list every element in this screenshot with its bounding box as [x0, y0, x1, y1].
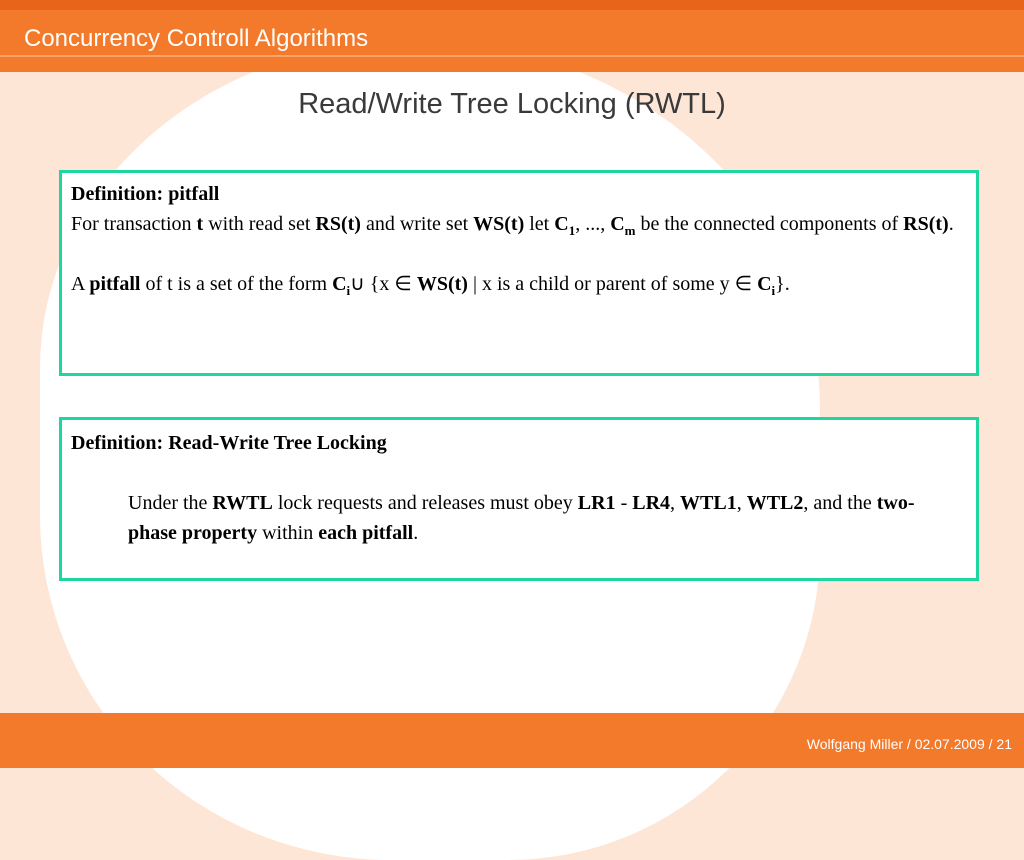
text-segment: For transaction — [71, 213, 197, 235]
pitfall-heading-text: Definition: pitfall — [71, 183, 220, 205]
header-title: Concurrency Controll Algorithms — [24, 25, 369, 52]
term-ws: WS(t) — [416, 273, 468, 295]
text-segment: lock requests and releases must obey — [272, 492, 578, 514]
text-segment: and write set — [360, 213, 474, 235]
rwtl-definition-text — [71, 488, 967, 548]
text-segment: within — [257, 522, 319, 544]
term-lr1: LR1 — [577, 492, 616, 514]
text-segment: . — [948, 213, 954, 235]
term-ci — [757, 273, 776, 298]
pitfall-definition-line — [71, 209, 967, 239]
header-bar — [0, 0, 1024, 72]
text-segment: }. — [775, 273, 790, 295]
text-segment: | x is a child or parent of some y ∈ — [467, 273, 758, 295]
term-rs: RS(t) — [315, 213, 361, 235]
text-segment: let — [524, 213, 555, 235]
term-t: t — [196, 213, 204, 235]
header-divider — [0, 55, 1024, 57]
term-ci-letter: C — [757, 273, 772, 295]
pitfall-heading — [71, 179, 967, 209]
term-wtl1: WTL1 — [680, 492, 737, 514]
text-segment: , — [670, 492, 681, 514]
term-rs: RS(t) — [903, 213, 949, 235]
term-ws: WS(t) — [473, 213, 525, 235]
definition-rwtl-box — [59, 417, 979, 581]
paragraph-gap — [71, 239, 967, 269]
text-segment: , — [736, 492, 747, 514]
term-cm-letter: C — [610, 213, 625, 235]
text-segment: with read set — [203, 213, 316, 235]
rwtl-heading-text: Definition: Read-Write Tree Locking — [71, 432, 387, 454]
text-segment: , ..., — [575, 213, 611, 235]
text-segment: of t is a set of the form — [140, 273, 333, 295]
term-c1-letter: C — [554, 213, 569, 235]
footer-bar — [0, 713, 1024, 768]
text-segment: . — [413, 522, 419, 544]
text-segment: A — [71, 273, 90, 295]
term-ci — [332, 273, 351, 298]
term-two-phase-property: two-phase property — [128, 492, 915, 544]
term-lr4: LR4 — [632, 492, 671, 514]
term-each-pitfall: each pitfall — [318, 522, 414, 544]
text-segment: - — [615, 492, 633, 514]
rwtl-heading — [71, 428, 967, 458]
text-segment: Under the — [128, 492, 213, 514]
footer-text: Wolfgang Miller / 02.07.2009 / 21 — [806, 736, 1012, 752]
pitfall-form-line — [71, 269, 967, 299]
term-ci-letter: C — [332, 273, 347, 295]
term-wtl2: WTL2 — [746, 492, 804, 514]
term-c1-subscript: 1 — [568, 223, 576, 238]
header-top-stripe — [0, 0, 1024, 10]
text-segment: , and the — [803, 492, 877, 514]
slide-title: Read/Write Tree Locking (RWTL) — [298, 88, 726, 120]
term-cm-subscript: m — [624, 223, 636, 238]
definition-pitfall-box — [59, 170, 979, 376]
term-ci-subscript: i — [771, 283, 776, 298]
text-segment: ∪ {x ∈ — [350, 273, 417, 295]
paragraph-gap — [71, 458, 967, 488]
text-segment: be the connected components of — [635, 213, 904, 235]
term-ci-subscript: i — [346, 283, 351, 298]
term-rwtl: RWTL — [212, 492, 273, 514]
term-cm — [610, 213, 636, 238]
term-c1 — [554, 213, 576, 238]
term-pitfall: pitfall — [89, 273, 141, 295]
